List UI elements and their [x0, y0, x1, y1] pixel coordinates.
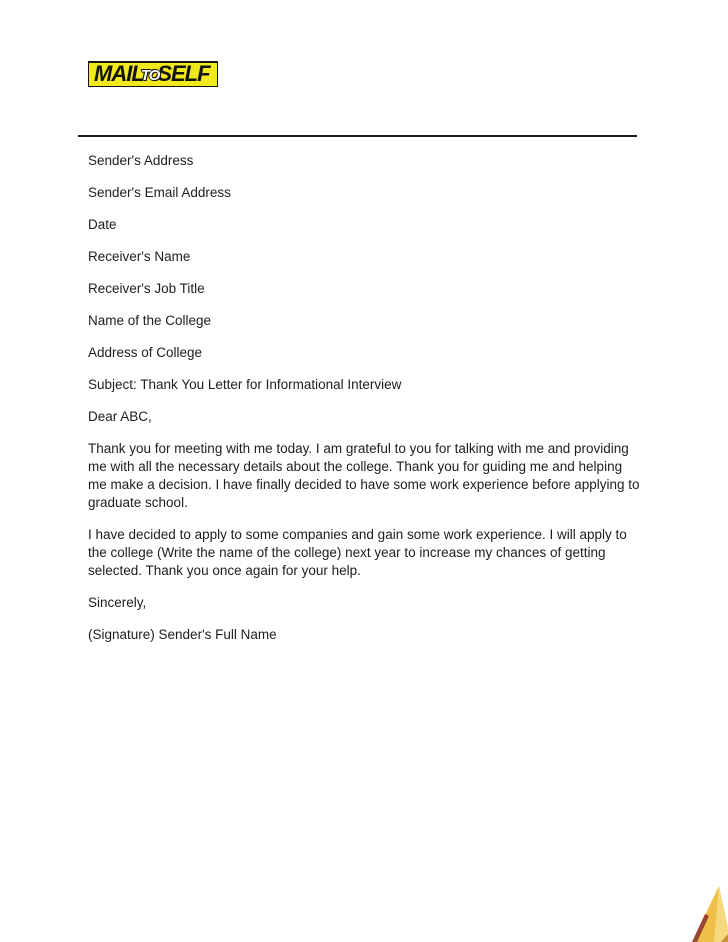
closing-line: Sincerely, [88, 595, 147, 610]
receiver-name-line: Receiver's Name [88, 249, 191, 264]
logo-text-mail: MAIL [94, 61, 144, 86]
pencil-tip-decoration-icon [688, 882, 728, 942]
header-divider-line [78, 135, 637, 137]
letter-body [88, 152, 641, 658]
sender-email-line: Sender's Email Address [88, 185, 231, 200]
receiver-job-title-line: Receiver's Job Title [88, 281, 205, 296]
body-paragraph-2: I have decided to apply to some companies and gain some work experience. I will apply to the college (Write the name of the college) next year to increase my chances of getting selected. Thank you once again for your help. [88, 527, 627, 578]
body-paragraph-1: Thank you for meeting with me today. I am grateful to you for talking with me and providing me with all the necessary details about the college. Thank you for guiding me and helping me make a decision. I have finally decided to have some work experience before applying to graduate school. [88, 441, 640, 510]
mailtoself-logo [88, 61, 218, 87]
date-line: Date [88, 217, 117, 232]
logo-text-self: SELF [157, 61, 210, 86]
college-address-line: Address of College [88, 345, 203, 360]
college-name-line: Name of the College [88, 313, 212, 328]
subject-line: Subject: Thank You Letter for Informational Interview [88, 377, 402, 392]
sender-address-line: Sender's Address [88, 153, 194, 168]
salutation-line: Dear ABC, [88, 409, 152, 424]
logo-text-to: TO [140, 67, 160, 84]
signature-line: (Signature) Sender's Full Name [88, 627, 277, 642]
